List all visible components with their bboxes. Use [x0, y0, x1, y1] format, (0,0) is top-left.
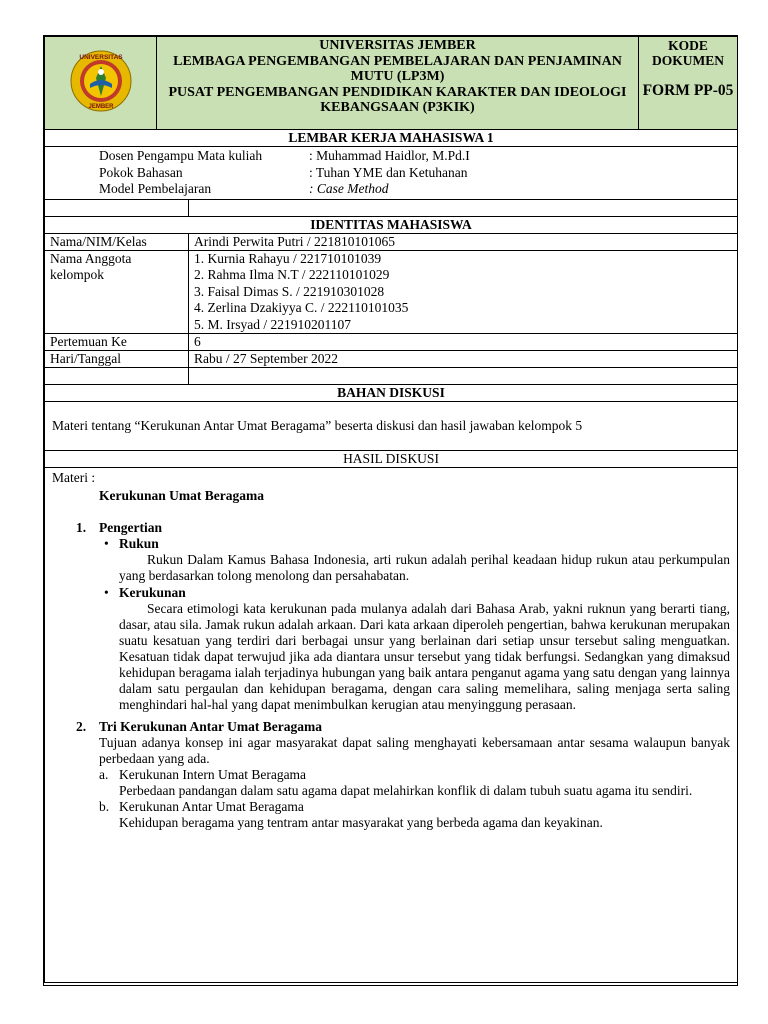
bullet-text: Rukun Dalam Kamus Bahasa Indonesia, arti rukun adalah perihal keadaan hidup rukun atau perkumpulan yang berdasarkan tolong menolong dan persahabatan.	[119, 552, 731, 583]
results-content	[45, 468, 738, 983]
sub-a-text: Perbedaan pandangan dalam satu agama dapat melahirkan konflik di dalam tubuh suatu agama itu sendiri.	[119, 783, 693, 798]
meeting-label: Pertemuan Ke	[45, 334, 189, 351]
header-line-3: PUSAT PENGEMBANGAN PENDIDIKAN KARAKTER DAN IDEOLOGI KEBANGSAAN (P3KIK)	[168, 84, 627, 115]
section-2-text: Tujuan adanya konsep ini agar masyarakat dapat saling menghayati kebersamaan antar sesama walaupun banyak perbedaan yang ada.	[99, 735, 731, 766]
results-heading-row	[45, 451, 738, 468]
course-info-value: : Muhammad Haidlor, M.Pd.I	[309, 148, 470, 163]
course-info-label: Model Pembelajaran	[99, 181, 212, 196]
course-info-label: Dosen Pengampu Mata kuliah	[99, 148, 263, 163]
identity-name-row	[45, 233, 738, 250]
course-info-value: : Tuhan YME dan Ketuhanan	[309, 164, 468, 180]
sub-a-title: Kerukunan Intern Umat Beragama	[119, 767, 307, 782]
member-item: 5. M. Irsyad / 221910201107	[194, 316, 351, 332]
sub-a-label: a.	[99, 767, 109, 782]
date-value: Rabu / 27 September 2022	[189, 351, 738, 368]
document-code-cell	[639, 37, 738, 130]
course-info-model	[99, 181, 732, 198]
sub-b-label: b.	[99, 799, 110, 814]
section-1-number: 1.	[76, 520, 87, 535]
course-info-topic	[99, 165, 732, 182]
section-1-title: Pengertian	[99, 520, 162, 535]
course-info-value: : Case Method	[309, 181, 389, 196]
section-2-title: Tri Kerukunan Antar Umat Beragama	[99, 719, 323, 734]
member-item: 2. Rahma Ilma N.T / 222110101029	[194, 267, 390, 282]
bullet-text: Secara etimologi kata kerukunan pada mulanya adalah dari Bahasa Arab, yakni ruknun yang berarti tiang, dasar, atau sila. Jamak rukun adalah arkaan. Dari kata arkaan diperoleh pengertian, bahwa kerukunan merupakan suatu kesatuan yang terdiri dari berbagai unsur yang berlainan dari setiap unsur tersebut saling menguatkan. Kesatuan tidak dapat terwujud jika ada diantara unsur tersebut yang tidak berfungsi. Sedangkan yang dimaksud kehidupan beragama ialah terjadinya hubungan yang baik antara penganut agama yang satu dengan yang lainnya dalam satu pergaulan dan kehidupan beragama, dengan cara saling memelihara, saling menjaga serta saling menghindari hal-hal yang dapat menimbulkan kerugian atau menyinggung perasaan.	[119, 601, 731, 712]
sub-b-title: Kerukunan Antar Umat Beragama	[119, 799, 304, 814]
bullet-icon: •	[104, 585, 109, 600]
university-logo	[70, 50, 132, 112]
header-line-2: LEMBAGA PENGEMBANGAN PEMBELAJARAN DAN PENJAMINAN MUTU (LP3M)	[173, 53, 622, 84]
document-page	[43, 35, 738, 986]
header-row	[45, 37, 738, 130]
results-row	[45, 468, 738, 983]
results-heading: HASIL DISKUSI	[45, 451, 738, 468]
material-text-cell	[45, 402, 738, 451]
identity-date-row	[45, 351, 738, 368]
spacer-row	[45, 368, 738, 385]
material-text: Materi tentang “Kerukunan Antar Umat Beragama” beserta diskusi dan hasil jawaban kelompok 5	[52, 418, 583, 433]
logo-top-text: UNIVERSITAS	[78, 54, 123, 61]
sub-b	[52, 799, 730, 815]
identity-heading-row	[45, 216, 738, 233]
bullet-title: Kerukunan	[119, 585, 186, 600]
member-item: 3. Faisal Dimas S. / 221910301028	[194, 283, 385, 299]
header-title-cell	[157, 37, 639, 130]
date-label: Hari/Tanggal	[45, 351, 189, 368]
code-label: KODE DOKUMEN	[652, 38, 725, 68]
member-item: 1. Kurnia Rahayu / 221710101039	[194, 250, 382, 266]
logo-cell	[45, 37, 157, 130]
members-list	[189, 250, 738, 334]
identity-meeting-row	[45, 334, 738, 351]
meeting-value: 6	[189, 334, 738, 351]
members-label: Nama Anggota kelompok	[45, 250, 189, 334]
materi-label: Materi :	[52, 470, 96, 485]
identity-heading: IDENTITAS MAHASISWA	[45, 216, 738, 233]
material-heading-row	[45, 385, 738, 402]
document-table	[44, 36, 738, 983]
sub-a	[52, 767, 730, 783]
name-value: Arindi Perwita Putri / 221810101065	[189, 233, 738, 250]
topic-title: Kerukunan Umat Beragama	[99, 488, 264, 503]
identity-members-row	[45, 250, 738, 334]
title-row	[45, 130, 738, 147]
course-info-row	[45, 147, 738, 200]
member-item: 4. Zerlina Dzakiyya C. / 222110101035	[194, 300, 409, 315]
bullet-kerukunan	[52, 585, 730, 601]
course-info	[45, 147, 738, 200]
material-heading: BAHAN DISKUSI	[45, 385, 738, 402]
sub-b-text: Kehidupan beragama yang tentram antar masyarakat yang berbeda agama dan keyakinan.	[119, 815, 603, 830]
name-label: Nama/NIM/Kelas	[45, 233, 189, 250]
spacer-row	[45, 199, 738, 216]
section-1	[52, 520, 730, 536]
form-code: FORM PP-05	[642, 82, 734, 99]
material-row	[45, 402, 738, 451]
section-2	[52, 719, 730, 735]
logo-bottom-text: JEMBER	[87, 104, 114, 110]
course-info-lecturer	[99, 148, 732, 165]
section-2-number: 2.	[76, 719, 87, 734]
worksheet-title: LEMBAR KERJA MAHASISWA 1	[45, 130, 738, 147]
header-line-1: UNIVERSITAS JEMBER	[319, 38, 476, 53]
course-info-label: Pokok Bahasan	[99, 164, 183, 180]
bullet-icon: •	[104, 536, 109, 551]
bullet-rukun	[52, 536, 730, 552]
bullet-title: Rukun	[119, 536, 159, 551]
